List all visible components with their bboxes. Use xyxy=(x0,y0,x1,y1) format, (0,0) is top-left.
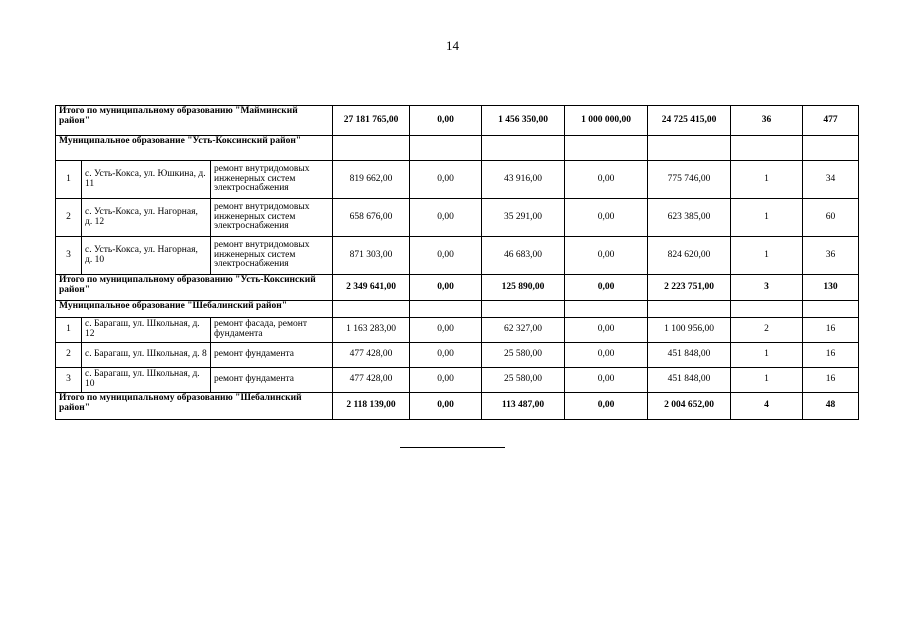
value-cell: 0,00 xyxy=(410,393,482,420)
table-row-section xyxy=(56,301,859,318)
address-cell: с. Усть-Кокса, ул. Юшкина, д. 11 xyxy=(82,161,211,199)
value-cell: 1 456 350,00 xyxy=(482,106,565,136)
table-row xyxy=(56,368,859,393)
value-cell: 1 xyxy=(731,368,803,393)
value-cell: 451 848,00 xyxy=(648,368,731,393)
table-row-total xyxy=(56,106,859,136)
value-cell: 0,00 xyxy=(565,368,648,393)
value-cell: 2 118 139,00 xyxy=(333,393,410,420)
value-cell: 34 xyxy=(803,161,859,199)
page-number: 14 xyxy=(446,38,459,53)
value-cell: 1 xyxy=(731,161,803,199)
work-cell: ремонт внутридомовых инженерных систем электроснабжения xyxy=(211,161,333,199)
table-row-total xyxy=(56,275,859,301)
value-cell: 0,00 xyxy=(410,368,482,393)
value-cell: 0,00 xyxy=(565,343,648,368)
value-cell: 0,00 xyxy=(410,237,482,275)
table-row-total xyxy=(56,393,859,420)
value-cell: 113 487,00 xyxy=(482,393,565,420)
value-cell: 0,00 xyxy=(410,343,482,368)
value-cell: 125 890,00 xyxy=(482,275,565,301)
value-cell: 1 163 283,00 xyxy=(333,318,410,343)
value-cell: 1 xyxy=(731,199,803,237)
row-number: 2 xyxy=(56,343,82,368)
value-cell: 16 xyxy=(803,318,859,343)
value-cell: 1 100 956,00 xyxy=(648,318,731,343)
value-cell: 775 746,00 xyxy=(648,161,731,199)
value-cell: 46 683,00 xyxy=(482,237,565,275)
table-row xyxy=(56,161,859,199)
value-cell: 871 303,00 xyxy=(333,237,410,275)
work-cell: ремонт фасада, ремонт фундамента xyxy=(211,318,333,343)
value-cell: 0,00 xyxy=(565,393,648,420)
row-number: 3 xyxy=(56,368,82,393)
work-cell: ремонт внутридомовых инженерных систем электроснабжения xyxy=(211,199,333,237)
value-cell: 477 xyxy=(803,106,859,136)
closing-rule xyxy=(400,447,505,448)
value-cell: 0,00 xyxy=(410,275,482,301)
value-cell: 62 327,00 xyxy=(482,318,565,343)
table-row xyxy=(56,318,859,343)
work-cell: ремонт фундамента xyxy=(211,343,333,368)
value-cell: 1 000 000,00 xyxy=(565,106,648,136)
total-label: Итого по муниципальному образованию "Шебалинский район" xyxy=(56,393,333,420)
value-cell: 2 004 652,00 xyxy=(648,393,731,420)
value-cell: 16 xyxy=(803,343,859,368)
value-cell: 2 223 751,00 xyxy=(648,275,731,301)
table-row xyxy=(56,343,859,368)
total-label: Итого по муниципальному образованию "Усть-Коксинский район" xyxy=(56,275,333,301)
row-number: 3 xyxy=(56,237,82,275)
value-cell: 819 662,00 xyxy=(333,161,410,199)
value-cell: 4 xyxy=(731,393,803,420)
value-cell: 0,00 xyxy=(565,199,648,237)
value-cell: 48 xyxy=(803,393,859,420)
value-cell: 3 xyxy=(731,275,803,301)
value-cell: 0,00 xyxy=(410,199,482,237)
table-row xyxy=(56,237,859,275)
value-cell: 36 xyxy=(731,106,803,136)
address-cell: с. Усть-Кокса, ул. Нагорная, д. 10 xyxy=(82,237,211,275)
address-cell: с. Барагаш, ул. Школьная, д. 8 xyxy=(82,343,211,368)
address-cell: с. Барагаш, ул. Школьная, д. 10 xyxy=(82,368,211,393)
value-cell: 27 181 765,00 xyxy=(333,106,410,136)
value-cell: 623 385,00 xyxy=(648,199,731,237)
value-cell: 0,00 xyxy=(565,318,648,343)
value-cell: 0,00 xyxy=(410,318,482,343)
value-cell: 130 xyxy=(803,275,859,301)
value-cell: 1 xyxy=(731,343,803,368)
budget-table xyxy=(55,105,859,420)
work-cell: ремонт внутридомовых инженерных систем электроснабжения xyxy=(211,237,333,275)
value-cell: 0,00 xyxy=(565,161,648,199)
value-cell: 477 428,00 xyxy=(333,343,410,368)
value-cell: 25 580,00 xyxy=(482,343,565,368)
value-cell: 2 xyxy=(731,318,803,343)
value-cell: 658 676,00 xyxy=(333,199,410,237)
address-cell: с. Усть-Кокса, ул. Нагорная, д. 12 xyxy=(82,199,211,237)
value-cell: 36 xyxy=(803,237,859,275)
value-cell: 24 725 415,00 xyxy=(648,106,731,136)
value-cell: 451 848,00 xyxy=(648,343,731,368)
value-cell: 0,00 xyxy=(410,161,482,199)
row-number: 2 xyxy=(56,199,82,237)
table-row-section xyxy=(56,136,859,161)
value-cell: 2 349 641,00 xyxy=(333,275,410,301)
value-cell: 16 xyxy=(803,368,859,393)
table-row xyxy=(56,199,859,237)
row-number: 1 xyxy=(56,161,82,199)
total-label: Итого по муниципальному образованию "Майминский район" xyxy=(56,106,333,136)
value-cell: 824 620,00 xyxy=(648,237,731,275)
section-label: Муниципальное образование "Усть-Коксинский район" xyxy=(56,136,333,161)
value-cell: 25 580,00 xyxy=(482,368,565,393)
row-number: 1 xyxy=(56,318,82,343)
value-cell: 0,00 xyxy=(565,275,648,301)
value-cell: 43 916,00 xyxy=(482,161,565,199)
section-label: Муниципальное образование "Шебалинский район" xyxy=(56,301,333,318)
work-cell: ремонт фундамента xyxy=(211,368,333,393)
value-cell: 1 xyxy=(731,237,803,275)
value-cell: 0,00 xyxy=(410,106,482,136)
value-cell: 0,00 xyxy=(565,237,648,275)
value-cell: 60 xyxy=(803,199,859,237)
value-cell: 35 291,00 xyxy=(482,199,565,237)
value-cell: 477 428,00 xyxy=(333,368,410,393)
address-cell: с. Барагаш, ул. Школьная, д. 12 xyxy=(82,318,211,343)
